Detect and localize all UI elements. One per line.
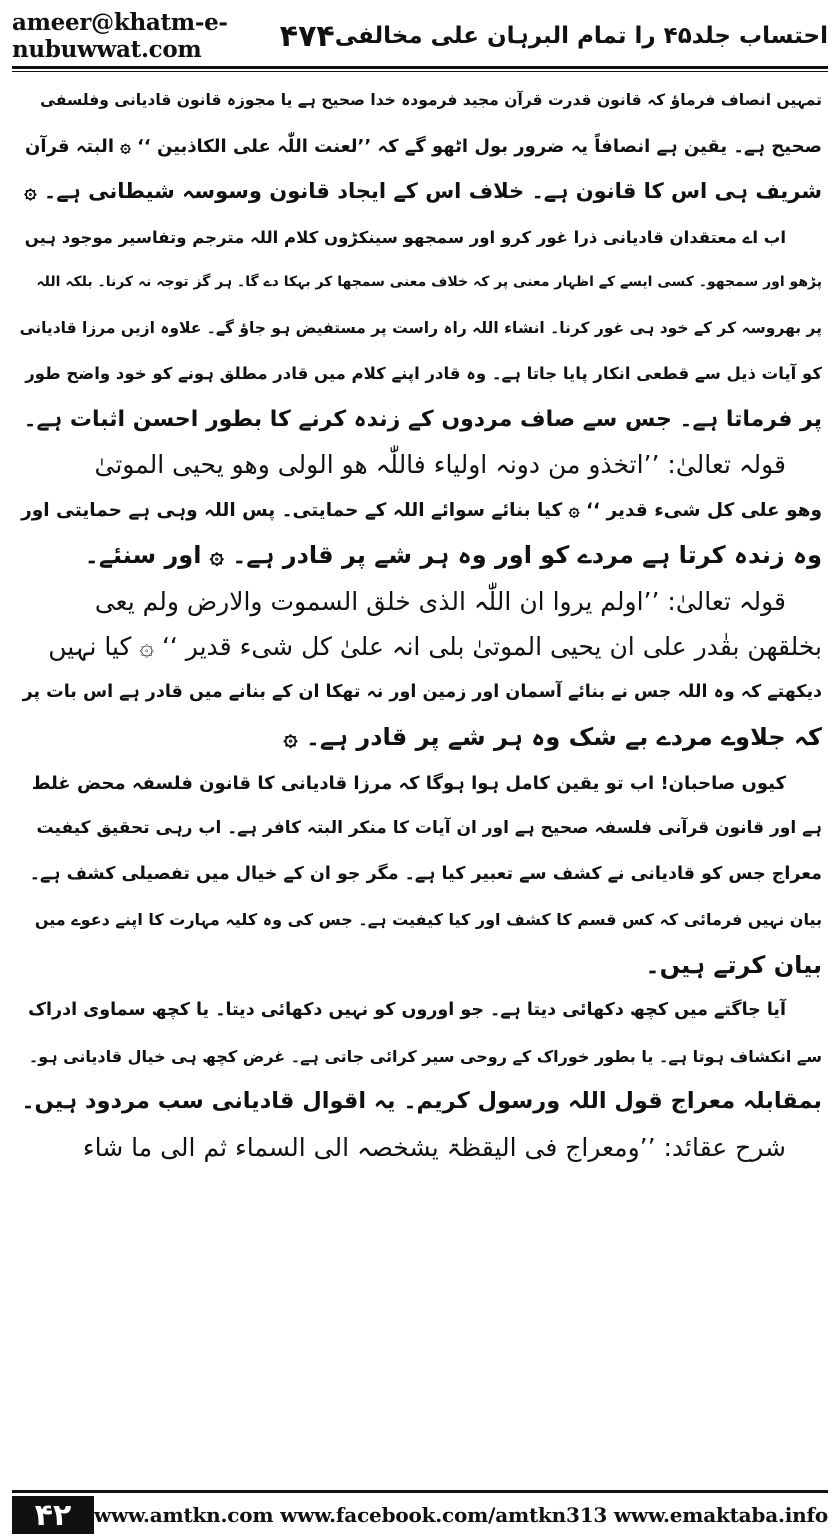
text-line: تمہیں انصاف فرماؤ کہ قانون قدرت قرآن مجید فرمودہ خدا صحیح ہے یا مجوزہ قانون قادیانی وفلسفی <box>40 91 822 109</box>
header-email[interactable]: ameer@khatm-e-nubuwwat.com <box>12 9 228 63</box>
header-left-group <box>12 9 335 63</box>
text-line: پر بھروسہ کر کے خود ہی غور کرنا۔ انشاء اللہ راہ راست پر مستفیض ہو جاؤ گے۔ علاوہ ازیں مرزا قادیانی <box>19 318 822 337</box>
text-line: بخلقھن بقٰدر علی ان یحیی الموتیٰ بلی انہ علیٰ کل شیء قدیر ‘‘ ۞ کیا نہیں <box>48 632 822 661</box>
text-line: آیا جاگتے میں کچھ دکھائی دیتا ہے۔ جو اوروں کو نہیں دکھائی دیتا۔ یا کچھ سماوی ادراک <box>28 1000 786 1020</box>
footer-folio: ۴۲ <box>12 1496 94 1534</box>
header-rule-thick <box>12 66 828 69</box>
text-line: کیوں صاحبان! اب تو یقین کامل ہوا ہوگا کہ مرزا قادیانی کا قانون فلسفہ محض غلط <box>31 772 786 794</box>
text-line: معراج جس کو قادیانی نے کشف سے تعبیر کیا ہے۔ مگر جو ان کے خیال میں تفصیلی کشف ہے۔ <box>29 863 822 884</box>
text-line: اب اے معتقدان قادیانی ذرا غور کرو اور سمجھو سینکڑوں کلام اللہ مترجم وتفاسیر موجود ہیں <box>24 227 786 247</box>
text-line: بیان کرتے ہیں۔ <box>645 950 822 979</box>
text-line: وھو علی کل شیء قدیر ‘‘ ۞ کیا بنائے سوائے اللہ کے حمایتی۔ پس اللہ وہی ہے حمایتی اور <box>21 499 822 521</box>
text-line: بیان نہیں فرمائی کہ کس قسم کا کشف اور کیا کیفیت ہے۔ جس کی وہ کلیہ مہارت کا اپنے دعوے میں <box>34 910 822 929</box>
text-line: دیکھتے کہ وہ اللہ جس نے بنائے آسمان اور زمین اور نہ تھکا ان کے بنانے میں قادر ہے اس بات پر <box>22 681 822 702</box>
text-line: شرح عقائد: ’’ومعراج فی الیقظۃ یشخصہ الی السماء ثم الی ما شاء <box>82 1132 786 1162</box>
footer-links[interactable]: www.amtkn.com www.facebook.com/amtkn313 www.emaktaba.info <box>93 1503 828 1527</box>
header-book-title: احتساب جلد۴۵ را تمام البرہان علی مخالفی <box>334 23 828 49</box>
page-footer <box>12 1496 828 1534</box>
text-line: کہ جلاوے مردے بے شک وہ ہر شے پر قادر ہے۔ ۞ <box>283 723 822 751</box>
page-header <box>12 9 828 63</box>
footer-rule <box>12 1490 828 1493</box>
text-line: قولہ تعالیٰ: ’’اتخذو من دونہ اولیاء فاللّٰہ ھو الولی وھو یحیی الموتیٰ <box>94 450 786 479</box>
header-page-number: ۴۷۴ <box>279 18 335 54</box>
body-text <box>18 78 822 1170</box>
text-line: پڑھو اور سمجھو۔ کسی ایسے کے اظہار معنی پر کہ خلاف معنی سمجھا کر بہکا دے گا۔ ہر گز توجہ نہ کرنا۔ بلکہ اللہ <box>36 274 822 290</box>
text-line: بمقابلہ معراج قول اللہ ورسول کریم۔ یہ اقوال قادیانی سب مردود ہیں۔ <box>21 1088 822 1114</box>
text-line: سے انکشاف ہوتا ہے۔ یا بطور خوراک کے روحی سیر کرائی جاتی ہے۔ غرض کچھ ہی خیال قادیانی ہو۔ <box>28 1046 822 1066</box>
text-line: قولہ تعالیٰ: ’’اولم یروا ان اللّٰہ الذی خلق السموت والارض ولم یعی <box>94 586 786 616</box>
header-rule-thin <box>12 71 828 72</box>
text-line: کو آیات ذیل سے قطعی انکار پایا جاتا ہے۔ وہ قادر اپنے کلام میں قادر مطلق ہونے کو خود واضح طور <box>25 364 822 383</box>
text-line: شریف ہی اس کا قانون ہے۔ خلاف اس کے ایجاد قانون وسوسہ شیطانی ہے۔ ۞ <box>24 179 822 203</box>
text-line: وہ زندہ کرتا ہے مردے کو اور وہ ہر شے پر قادر ہے۔ ۞ اور سنئے۔ <box>84 541 822 569</box>
text-line: ہے اور قانون قرآنی فلسفہ صحیح ہے اور ان آیات کا منکر البتہ کافر ہے۔ اب رہی تحقیق کیفیت <box>36 818 822 838</box>
text-line: پر فرماتا ہے۔ جس سے صاف مردوں کے زندہ کرنے کا بطور احسن اثبات ہے۔ <box>23 406 822 432</box>
text-line: صحیح ہے۔ یقین ہے انصافاً یہ ضرور بول اٹھو گے کہ ’’لعنت اللّٰہ علی الکاذبین ‘‘ ۞ البتہ قرآن <box>25 135 822 157</box>
